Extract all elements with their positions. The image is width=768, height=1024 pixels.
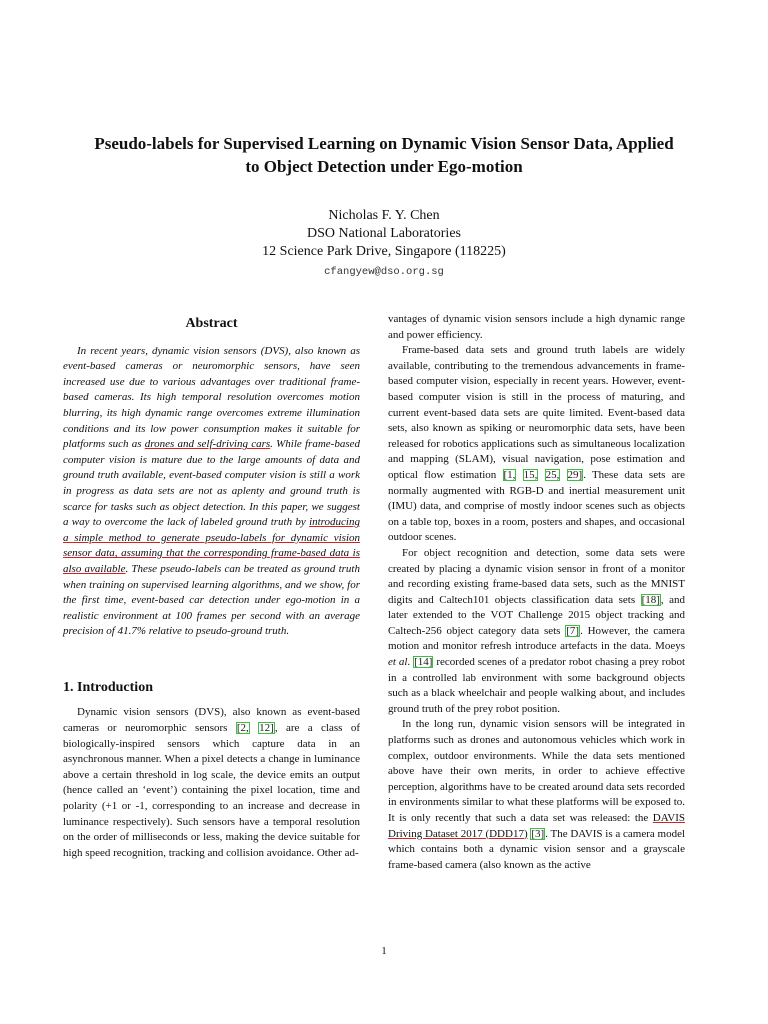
paper-title — [40, 132, 728, 178]
underlined-phrase: drones and self-driving cars — [144, 438, 271, 451]
citation-link[interactable]: [14] — [414, 656, 433, 669]
citation-link[interactable]: 29] — [567, 468, 583, 481]
underlined-phrase: DAVIS Driving Dataset 2017 (DDD17) — [388, 812, 685, 840]
left-column — [63, 312, 360, 861]
title-line-1: Pseudo-labels for Supervised Learning on Dynamic Vision Sensor Data, Applied — [94, 134, 674, 153]
citation-link[interactable]: [3] — [531, 827, 545, 840]
author-block — [40, 207, 728, 281]
citation-link[interactable]: 15, — [523, 468, 538, 481]
citation-link[interactable]: [7] — [566, 624, 580, 637]
author-affiliation: DSO National Laboratories — [307, 226, 461, 241]
body-paragraph: In the long run, dynamic vision sensors will be integrated in platforms such as drones and autonomous vehicles which work in complex, outdoor environments. While the data sets mentioned above have their own merits, in order to achieve effective perception, algorithms have to be created around data sets recorded in environments similar to what these platforms will be exposed to. It is only recently that such a data set was released: the DAVIS Driving Dataset 2017 (DDD17) [3]. The DAVIS is a camera model which contains both a dynamic vision sensor and a grayscale frame-based camera (also known as the active — [388, 718, 686, 871]
citation-link[interactable]: 12] — [259, 722, 274, 735]
author-name: Nicholas F. Y. Chen — [328, 208, 440, 223]
page-number: 1 — [381, 945, 387, 957]
section-heading-introduction: 1. Introduction — [63, 679, 153, 695]
citation-link[interactable]: [18] — [641, 593, 660, 606]
underlined-phrase: introducing a simple method to generate pseudo-labels for dynamic vision sensor data, assuming that the corresponding frame-based data is also available — [63, 516, 360, 575]
author-address: 12 Science Park Drive, Singapore (118225) — [262, 244, 506, 259]
abstract-heading: Abstract — [185, 316, 238, 331]
citation-link[interactable]: [1, — [503, 468, 516, 481]
right-column — [388, 312, 685, 873]
author-email: cfangyew@dso.org.sg — [324, 266, 444, 278]
intro-paragraph: Dynamic vision sensors (DVS), also known as event-based cameras or neuromorphic sensors [2, 12], are a class of biologically-inspired sensors which capture data in an asynchronous manner. When a pixel detects a change in luminance above a certain threshold in log scale, the device emits an output (hence called an ‘event’) containing the pixel location, time and polarity (+1 or -1, corresponding to an increase and decrease in luminance respectively). Such sensors have a temporal resolution on the order of milliseconds or less, making the device suitable for high speed recognition, tracking and collision avoidance. Other ad- — [63, 706, 360, 859]
citation-link[interactable]: 25, — [545, 468, 560, 481]
abstract-text: In recent years, dynamic vision sensors (DVS), also known as event-based cameras or neuromorphic sensors, have seen increased use due to various advantages over traditional frame-based cameras. Its high temporal resolution overcomes motion blurring, its high dynamic range overcomes extreme illumination conditions and its low power consumption makes it suitable for platforms such as drones and self-driving cars. While frame-based computer vision is mature due to the large amounts of data and ground truth available, event-based computer vision is still a work in progress as data sets are not as aplenty and ground truth is scarce for tasks such as object detection. In this paper, we suggest a way to overcome the lack of labeled ground truth by introducing a simple method to generate pseudo-labels for dynamic vision sensor data, assuming that the corresponding frame-based data is also available. These pseudo-labels can be treated as ground truth when training on supervised learning algorithms, and we show, for the first time, event-based car detection under ego-motion in a realistic environment at 100 frames per second with an average precision of 41.7% relative to pseudo-ground truth. — [63, 344, 360, 638]
title-line-2: to Object Detection under Ego-motion — [245, 157, 523, 176]
et-al: et al — [388, 656, 408, 669]
citation-link[interactable]: [2, — [236, 722, 249, 735]
body-paragraph: Frame-based data sets and ground truth labels are widely available, contributing to the tremendous advancements in frame-based computer vision, especially in recent years. However, event-based computer vision is still in the process of maturing, and current event-based data sets are quite limited. Event-based data sets, also known as spiking or neuromorphic data sets, have been released for robotics applications such as simultaneous localization and mapping (SLAM), visual navigation, pose estimation and optical flow estimation [1, 15, 25, 29]. These data sets are normally augmented with RGB-D and inertial measurement unit (IMU) data, and comprise of mostly indoor scenes such as objects on a table top, boxes in a room, posters and shapes, and occasional outdoor scenes. — [388, 344, 686, 544]
body-paragraph: vantages of dynamic vision sensors include a high dynamic range and power efficiency. — [388, 313, 685, 341]
body-paragraph: For object recognition and detection, some data sets were created by placing a dynamic vision sensor in front of a monitor and recording existing frame-based data sets, such as the MNIST digits and Caltech101 objects classification data sets [18], and later extended to the VOT Challenge 2015 object tracking and Caltech-256 object category data sets [7]. However, the camera motion and monitor refresh introduce artefacts in the data. Moeys et al. [14] recorded scenes of a predator robot chasing a prey robot in a controlled lab environment with some background objects such as a black wheelchair and people walking about, and includes ground truth of the prey robot position. — [388, 546, 686, 715]
